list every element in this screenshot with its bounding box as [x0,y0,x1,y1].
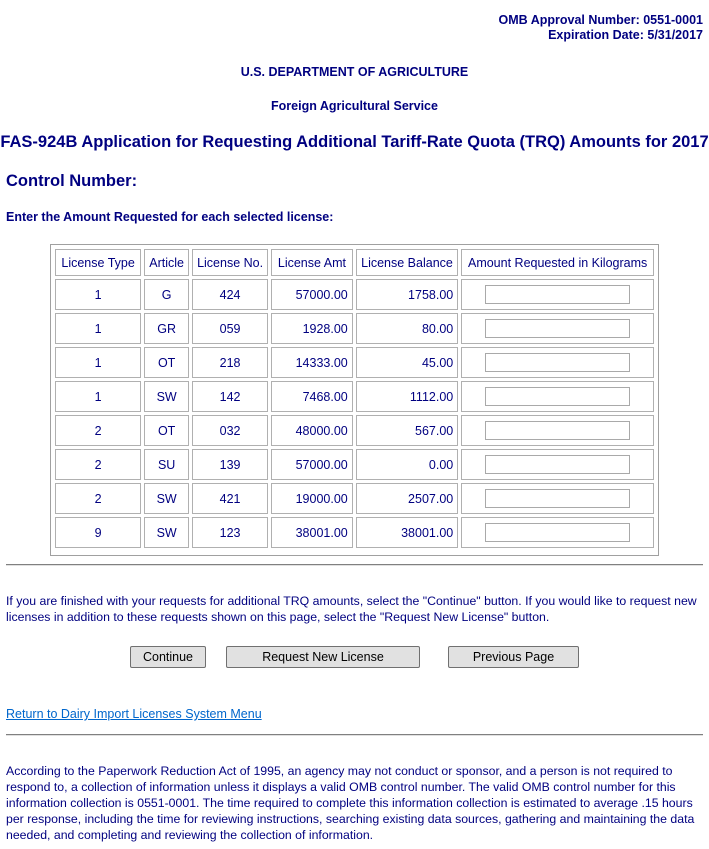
cell-license-balance: 38001.00 [356,517,458,548]
table-header-row [55,249,654,276]
cell-article: SW [144,381,189,412]
table-row [55,415,654,446]
cell-article: OT [144,415,189,446]
cell-license-balance: 0.00 [356,449,458,480]
omb-approval-number: OMB Approval Number: 0551-0001 [498,13,703,27]
table-row [55,517,654,548]
column-header-license-balance: License Balance [356,249,458,276]
service-name: Foreign Agricultural Service [271,99,438,113]
amount-requested-input[interactable] [485,489,630,508]
cell-license-balance: 45.00 [356,347,458,378]
instructions-text: Enter the Amount Requested for each selected license: [6,210,334,224]
return-to-menu-link[interactable]: Return to Dairy Import Licenses System Menu [6,707,262,721]
column-header-article: Article [144,249,189,276]
cell-license-balance: 1758.00 [356,279,458,310]
cell-article: G [144,279,189,310]
amount-requested-input[interactable] [485,285,630,304]
cell-amount-requested [461,517,654,548]
cell-license-no: 424 [192,279,268,310]
cell-amount-requested [461,347,654,378]
amount-requested-input[interactable] [485,353,630,372]
cell-license-type: 1 [55,347,141,378]
table-row [55,279,654,310]
amount-requested-input[interactable] [485,319,630,338]
cell-license-no: 218 [192,347,268,378]
expiration-date: Expiration Date: 5/31/2017 [548,28,703,42]
cell-license-type: 2 [55,449,141,480]
cell-license-type: 1 [55,313,141,344]
cell-license-amt: 48000.00 [271,415,353,446]
cell-license-balance: 80.00 [356,313,458,344]
cell-license-amt: 14333.00 [271,347,353,378]
cell-license-type: 2 [55,483,141,514]
amount-requested-input[interactable] [485,523,630,542]
cell-amount-requested [461,483,654,514]
cell-license-amt: 38001.00 [271,517,353,548]
cell-article: OT [144,347,189,378]
paperwork-reduction-notice: According to the Paperwork Reduction Act of 1995, an agency may not conduct or sponsor, and a person is not required to respond to, a collection of information unless it displays a valid OMB control number. The valid OMB control number for this information collection is 0551-0001. The time required to complete this information collection is estimated to average .15 hours per response, including the time for reviewing instructions, searching existing data sources, gathering and maintaining the data needed, and completing and reviewing the collection of information. [6,764,695,842]
cell-amount-requested [461,449,654,480]
column-header-license-amt: License Amt [271,249,353,276]
cell-article: GR [144,313,189,344]
cell-license-amt: 57000.00 [271,449,353,480]
divider [6,734,703,736]
continue-button[interactable]: Continue [130,646,206,668]
license-table-body [55,279,654,548]
license-table [52,246,657,551]
table-row [55,449,654,480]
cell-license-no: 123 [192,517,268,548]
amount-requested-input[interactable] [485,387,630,406]
previous-page-button[interactable]: Previous Page [448,646,579,668]
omb-info [499,13,703,43]
cell-license-type: 2 [55,415,141,446]
cell-license-no: 142 [192,381,268,412]
cell-license-balance: 567.00 [356,415,458,446]
cell-license-amt: 19000.00 [271,483,353,514]
page-title: FAS-924B Application for Requesting Additional Tariff-Rate Quota (TRQ) Amounts for 2017 [0,133,709,151]
table-row [55,347,654,378]
table-row [55,313,654,344]
cell-license-no: 421 [192,483,268,514]
cell-license-no: 032 [192,415,268,446]
cell-amount-requested [461,381,654,412]
cell-license-amt: 7468.00 [271,381,353,412]
amount-requested-input[interactable] [485,455,630,474]
control-number-label: Control Number: [6,172,138,190]
cell-license-no: 139 [192,449,268,480]
cell-article: SW [144,483,189,514]
table-row [55,483,654,514]
cell-license-amt: 1928.00 [271,313,353,344]
cell-license-balance: 2507.00 [356,483,458,514]
cell-amount-requested [461,415,654,446]
cell-license-type: 1 [55,279,141,310]
request-new-license-button[interactable]: Request New License [226,646,420,668]
cell-license-type: 9 [55,517,141,548]
divider [6,564,703,566]
department-name: U.S. DEPARTMENT OF AGRICULTURE [240,65,469,79]
cell-license-no: 059 [192,313,268,344]
column-header-amount-requested: Amount Requested in Kilograms [461,249,654,276]
license-table-container [50,244,659,556]
column-header-license-no: License No. [192,249,268,276]
cell-article: SW [144,517,189,548]
cell-amount-requested [461,279,654,310]
cell-article: SU [144,449,189,480]
cell-license-amt: 57000.00 [271,279,353,310]
table-row [55,381,654,412]
cell-license-balance: 1112.00 [356,381,458,412]
cell-amount-requested [461,313,654,344]
cell-license-type: 1 [55,381,141,412]
finish-instructions: If you are finished with your requests for additional TRQ amounts, select the "Continue" button. If you would like to request new licenses in addition to these requests shown on this page, select the "Request New License" button. [6,594,697,624]
column-header-license-type: License Type [55,249,141,276]
amount-requested-input[interactable] [485,421,630,440]
